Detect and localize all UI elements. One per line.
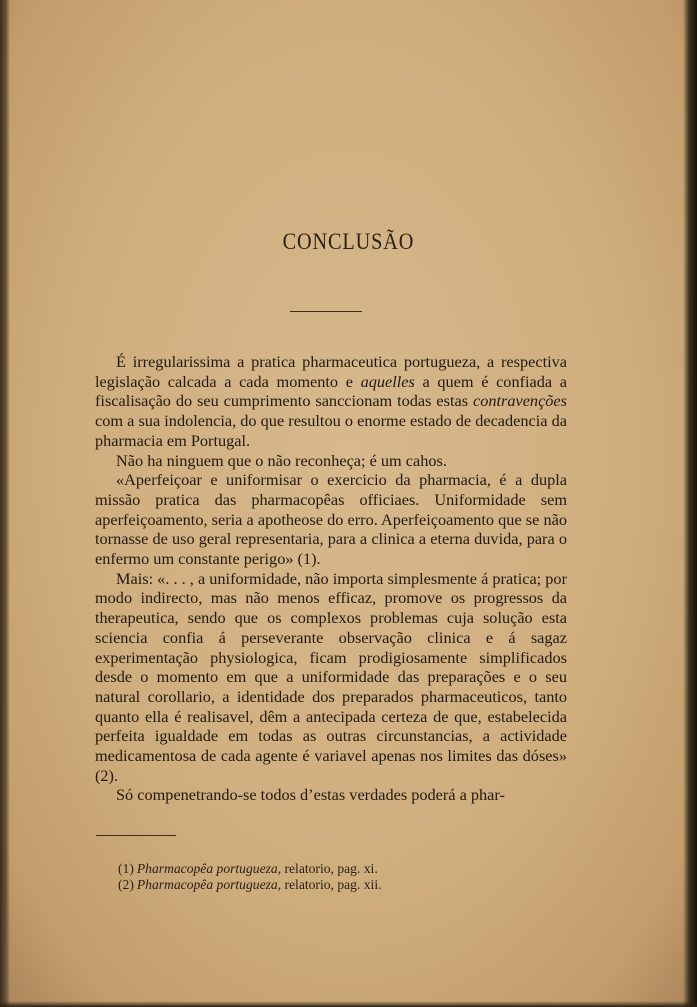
title-divider bbox=[290, 311, 362, 312]
text-run: Não ha ninguem que o não reconheça; é um cahos. bbox=[116, 450, 447, 470]
footnote-number: (2) bbox=[118, 877, 134, 892]
footnote bbox=[118, 877, 518, 893]
footnotes bbox=[118, 861, 518, 893]
paragraph bbox=[95, 785, 567, 805]
text-run: Mais: «. . . , a uniformidade, não importa simplesmente á pratica; por modo indirecto, mas não menos efficaz, promove os progressos da therapeutica, sendo que os complexos problemas cuja solução esta sciencia confia á perseverante observação clinica e á sagaz experimentação physiologica, ficam prodigiosamente simplificados desde o momento em que a uniformidade das preparações e o seu natural corollario, a identidade dos preparados pharmaceuticos, tanto quanto ella é realisavel, dêm a antecipada certeza de que, estabelecida perfeita igualdade em todas as outras circunstancias, a actividade medicamentosa de cada agente é variavel apenas nos limites das dóses» (2). bbox=[95, 568, 567, 785]
paragraph bbox=[95, 451, 567, 471]
footnote-divider bbox=[96, 835, 176, 836]
body-text bbox=[95, 352, 567, 805]
text-run: É irregularissima a pratica pharmaceutica portugueza, a respectiva legislação calcada a cada momento e bbox=[95, 352, 567, 391]
paragraph bbox=[95, 470, 567, 569]
page-left-edge bbox=[0, 0, 10, 1007]
chapter-title: CONCLUSÃO bbox=[282, 229, 415, 254]
italic-term: aquelles bbox=[360, 371, 415, 391]
page-right-edge bbox=[683, 0, 697, 1007]
text-run: «Aperfeiçoar e uniformisar o exercicio da pharmacia, é a dupla missão pratica das pharmacopêas officiaes. Uniformidade sem aperfeiçoamento, seria a apotheose do erro. Aperfeiçoamento que se não tornasse de uso geral representaria, para a clinica a eterna duvida, para o enfermo um constante perigo» (1). bbox=[95, 470, 567, 569]
footnote-source: Pharmacopêa portugueza, bbox=[136, 861, 282, 876]
text-run: a quem é confiada a fiscalisação do seu cumprimento sanccionam todas estas bbox=[95, 371, 567, 411]
footnote-reference: relatorio, pag. xi. bbox=[281, 861, 378, 876]
footnote-number: (1) bbox=[118, 861, 134, 876]
text-run: Só compenetrando-se todos d’estas verdades poderá a phar- bbox=[116, 785, 505, 805]
text-run: com a sua indolencia, do que resultou o enorme estado de decadencia da pharmacia em Portugal. bbox=[95, 411, 567, 450]
footnote bbox=[118, 861, 518, 877]
paragraph bbox=[95, 352, 567, 451]
footnote-reference: relatorio, pag. xii. bbox=[281, 877, 382, 892]
paragraph bbox=[95, 569, 567, 786]
page-bottom-edge bbox=[0, 1001, 697, 1007]
footnote-source: Pharmacopêa portugueza, bbox=[136, 877, 282, 892]
italic-term: contravenções bbox=[472, 391, 567, 411]
